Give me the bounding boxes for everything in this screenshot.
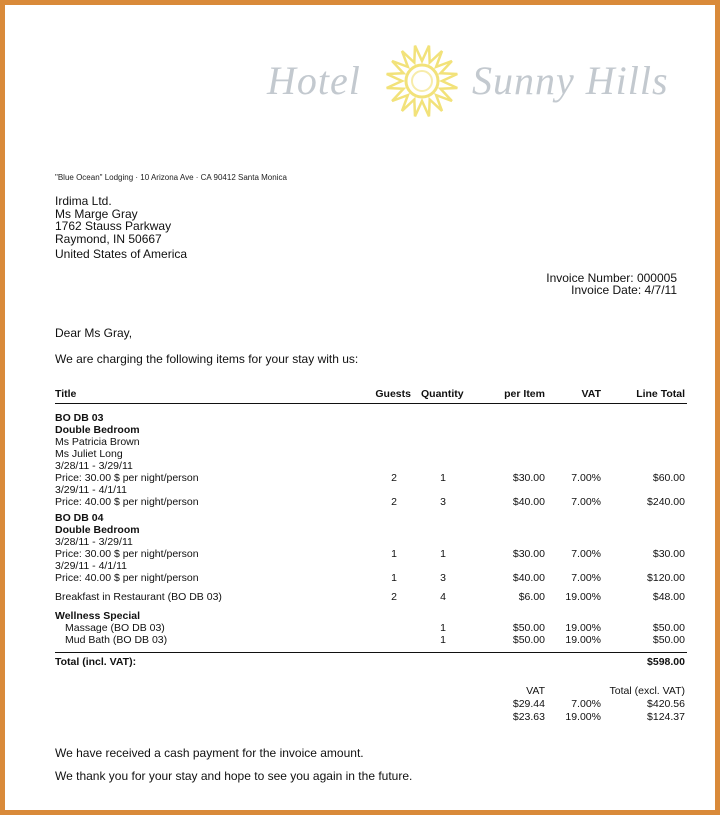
row-vat: 7.00% — [571, 472, 601, 484]
sender-line: "Blue Ocean" Lodging · 10 Arizona Ave · CA 90412 Santa Monica — [55, 173, 287, 182]
period-dates — [55, 536, 687, 548]
intro-text: We are charging the following items for your stay with us: — [55, 352, 359, 366]
period-dates — [55, 560, 687, 572]
row-guests: 2 — [391, 591, 397, 603]
row-vat: 19.00% — [565, 622, 601, 634]
wellness-title: Wellness Special — [55, 610, 141, 622]
vat-summary-header — [485, 685, 687, 698]
row-line-total: $240.00 — [647, 496, 685, 508]
sun-icon — [382, 41, 462, 121]
table-row — [55, 496, 687, 508]
invoice-date: Invoice Date: 4/7/11 — [571, 283, 677, 297]
row-quantity: 3 — [440, 496, 446, 508]
room-code — [55, 412, 687, 424]
vat-amount: $23.63 — [512, 711, 545, 723]
row-per-item: $30.00 — [512, 548, 545, 560]
thanks-note: We thank you for your stay and hope to see you again in the future. — [55, 769, 413, 783]
row-line-total: $48.00 — [652, 591, 685, 603]
invoice-meta — [546, 272, 677, 296]
period-dates — [55, 460, 687, 472]
vat-summary-row — [485, 711, 687, 724]
row-quantity: 1 — [440, 472, 446, 484]
logo-text-right: Sunny Hills — [472, 58, 669, 103]
row-vat: 7.00% — [571, 496, 601, 508]
row-line-total: $30.00 — [652, 548, 685, 560]
table-row — [55, 634, 687, 646]
table-header — [55, 388, 687, 404]
recipient-country: United States of America — [55, 247, 188, 261]
row-guests: 2 — [391, 472, 397, 484]
header-title: Title — [55, 388, 77, 400]
row-title: Price: 30.00 $ per night/person — [55, 472, 199, 484]
row-title: Massage (BO DB 03) — [65, 622, 165, 634]
row-per-item: $40.00 — [512, 496, 545, 508]
row-quantity: 1 — [440, 548, 446, 560]
room2-p2-dates: 3/29/11 - 4/1/11 — [55, 560, 127, 572]
guest-name — [55, 448, 687, 460]
row-title: Price: 40.00 $ per night/person — [55, 572, 199, 584]
greeting: Dear Ms Gray, — [55, 326, 133, 340]
payment-note: We have received a cash payment for the invoice amount. — [55, 746, 364, 760]
room-type — [55, 524, 687, 536]
header-quantity: Quantity — [421, 388, 464, 400]
header-line-total: Line Total — [636, 388, 685, 400]
room1-guest1: Ms Patricia Brown — [55, 436, 140, 448]
sun-rays — [387, 46, 458, 117]
table-row — [55, 572, 687, 584]
row-line-total: $50.00 — [652, 634, 685, 646]
vat-summary-row — [485, 698, 687, 711]
row-per-item: $50.00 — [512, 634, 545, 646]
row-quantity: 1 — [440, 634, 446, 646]
total-label: Total (incl. VAT): — [55, 656, 137, 668]
room2-code: BO DB 04 — [55, 512, 104, 524]
vat-summary — [485, 685, 687, 724]
vat-net-total: $124.37 — [647, 711, 685, 723]
hotel-logo — [267, 41, 687, 121]
row-vat: 7.00% — [571, 572, 601, 584]
table-row — [55, 472, 687, 484]
row-quantity: 4 — [440, 591, 446, 603]
total-value: $598.00 — [647, 656, 685, 668]
row-vat: 19.00% — [565, 634, 601, 646]
row-quantity: 3 — [440, 572, 446, 584]
row-per-item: $40.00 — [512, 572, 545, 584]
row-title: Price: 40.00 $ per night/person — [55, 496, 199, 508]
header-per-item: per Item — [504, 388, 545, 400]
recipient-street: 1762 Stauss Parkway — [55, 219, 172, 233]
guest-name — [55, 436, 687, 448]
recipient-address — [55, 195, 187, 261]
vat-amount: $29.44 — [512, 698, 545, 710]
invoice-table — [55, 388, 687, 669]
vat-rate: 19.00% — [565, 711, 601, 723]
room1-guest2: Ms Juliet Long — [55, 448, 123, 460]
row-per-item: $6.00 — [518, 591, 545, 603]
row-quantity: 1 — [440, 622, 446, 634]
room1-p2-dates: 3/29/11 - 4/1/11 — [55, 484, 127, 496]
table-row — [55, 548, 687, 560]
room2-type: Double Bedroom — [55, 524, 140, 536]
table-row — [55, 622, 687, 634]
row-per-item: $30.00 — [512, 472, 545, 484]
period-dates — [55, 484, 687, 496]
row-vat: 19.00% — [565, 591, 601, 603]
row-per-item: $50.00 — [512, 622, 545, 634]
row-title: Price: 30.00 $ per night/person — [55, 548, 199, 560]
total-row — [55, 652, 687, 669]
vat-rate: 7.00% — [571, 698, 601, 710]
invoice-number: Invoice Number: 000005 — [546, 271, 677, 285]
room1-type: Double Bedroom — [55, 424, 140, 436]
header-vat: VAT — [581, 388, 601, 400]
room-code — [55, 512, 687, 524]
row-title: Breakfast in Restaurant (BO DB 03) — [55, 591, 222, 603]
vat-net-total: $420.56 — [647, 698, 685, 710]
package-title — [55, 610, 687, 622]
logo-text-left: Hotel — [267, 58, 361, 103]
table-row — [55, 591, 687, 603]
row-guests: 2 — [391, 496, 397, 508]
room1-code: BO DB 03 — [55, 412, 104, 424]
vat-summary-total-header: Total (excl. VAT) — [609, 685, 685, 697]
row-vat: 7.00% — [571, 548, 601, 560]
recipient-company: Irdima Ltd. — [55, 194, 112, 208]
room-type — [55, 424, 687, 436]
row-guests: 1 — [391, 572, 397, 584]
header-guests: Guests — [375, 388, 411, 400]
row-guests: 1 — [391, 548, 397, 560]
row-line-total: $60.00 — [652, 472, 685, 484]
recipient-name: Ms Marge Gray — [55, 206, 138, 221]
row-title: Mud Bath (BO DB 03) — [65, 634, 168, 646]
row-line-total: $50.00 — [652, 622, 685, 634]
room2-p1-dates: 3/28/11 - 3/29/11 — [55, 536, 133, 548]
recipient-city: Raymond, IN 50667 — [55, 231, 162, 246]
vat-summary-vat-header: VAT — [526, 685, 545, 697]
row-line-total: $120.00 — [647, 572, 685, 584]
room1-p1-dates: 3/28/11 - 3/29/11 — [55, 460, 133, 472]
